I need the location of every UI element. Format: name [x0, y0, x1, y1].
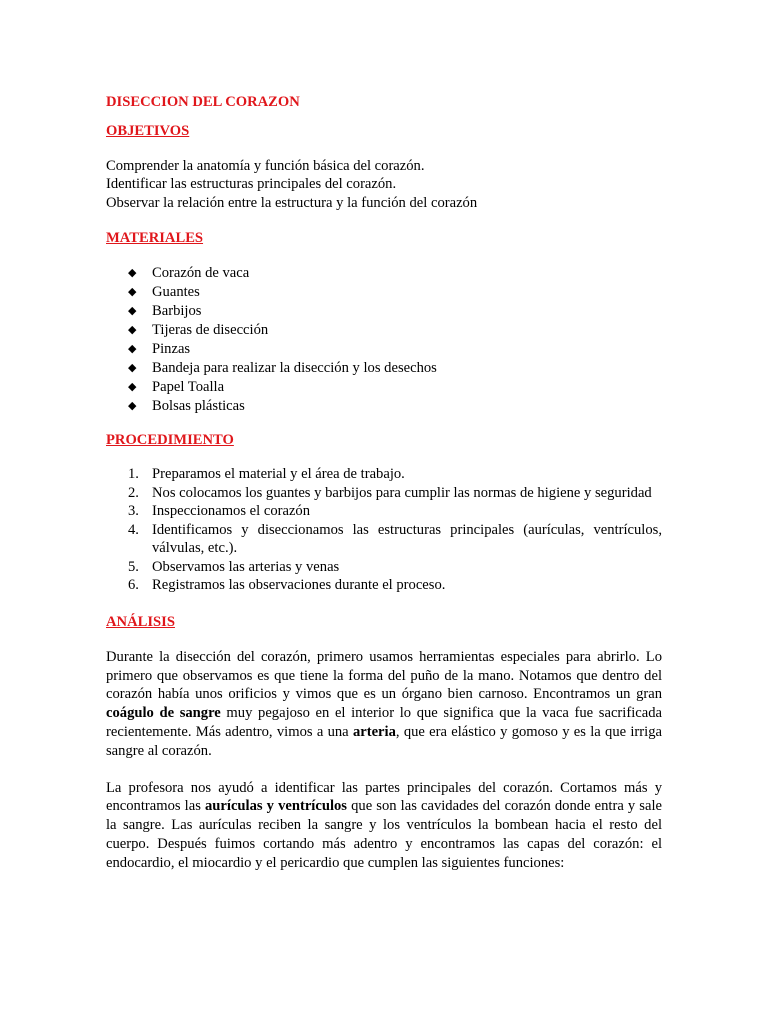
material-label: Bolsas plásticas [152, 397, 245, 414]
step-number: 2. [128, 484, 139, 501]
diamond-bullet-icon: ◆ [128, 323, 137, 336]
procedimiento-list [106, 465, 662, 595]
list-item [106, 264, 662, 283]
objetivo-item: Observar la relación entre la estructura y la función del corazón [106, 194, 478, 211]
bold-term: aurículas y ventrículos [205, 798, 347, 815]
step-text: Observamos las arterias y venas [152, 558, 340, 575]
step-number: 3. [128, 503, 139, 519]
material-label: Bandeja para realizar la disección y los desechos [152, 359, 437, 376]
diamond-bullet-icon: ◆ [128, 342, 137, 355]
materiales-list [106, 264, 662, 416]
material-label: Corazón de vaca [152, 264, 250, 281]
step-number: 4. [128, 521, 139, 538]
list-item [106, 397, 662, 416]
list-item [106, 283, 662, 302]
objetivos-heading: OBJETIVOS [106, 123, 190, 139]
list-item [106, 502, 662, 521]
procedimiento-heading: PROCEDIMIENTO [106, 431, 234, 448]
diamond-bullet-icon: ◆ [128, 361, 137, 374]
diamond-bullet-icon: ◆ [128, 380, 137, 393]
step-number: 5. [128, 558, 139, 575]
analisis-paragraph-1 [106, 648, 662, 760]
step-text: Identificamos y diseccionamos las estructuras principales (aurículas, ventrículos, válvulas, etc.). [152, 521, 662, 556]
paragraph-text: La profesora nos ayudó a identificar las partes principales del corazón. Cortamos más y encontramos las [106, 779, 662, 815]
paragraph-text: que son las cavidades del corazón donde entra y sale la sangre. Las aurículas reciben la sangre y los ventrículos la bombean hacia el resto del cuerpo. Después fuimos cortando más adentro y encontramos las capas del corazón: el endocardio, el miocardio y el pericardio que cumplen las siguientes funciones: [106, 798, 663, 871]
document-page [106, 93, 662, 872]
material-label: Guantes [152, 283, 200, 300]
list-item [106, 521, 662, 558]
materiales-heading: MATERIALES [106, 230, 204, 246]
bold-term: coágulo de sangre [106, 705, 221, 722]
diamond-bullet-icon: ◆ [128, 399, 137, 412]
list-item [106, 340, 662, 359]
analisis-heading: ANÁLISIS [106, 613, 175, 630]
list-item [106, 378, 662, 397]
objetivos-list [106, 157, 662, 213]
diamond-bullet-icon: ◆ [128, 266, 137, 279]
paragraph-text: Durante la disección del corazón, primero usamos herramientas especiales para abrirlo. Lo primero que observamos es que tiene la forma del puño de la mano. Notamos que dentro del corazón había unos orificios y vimos que es un órgano bien carnoso. Encontramos un gran [106, 649, 662, 703]
diamond-bullet-icon: ◆ [128, 304, 137, 317]
paragraph-text: muy pegajoso en el interior lo que significa que la vaca fue sacrificada recientemente. Más adentro, vimos a una [106, 705, 662, 740]
list-item [106, 302, 662, 321]
step-text: Inspeccionamos el corazón [152, 503, 311, 519]
step-text: Registramos las observaciones durante el proceso. [152, 577, 446, 593]
objetivo-item: Comprender la anatomía y función básica del corazón. [106, 157, 425, 174]
material-label: Papel Toalla [152, 378, 225, 395]
material-label: Tijeras de disección [152, 321, 269, 338]
paragraph-text: , que era elástico y gomoso y es la que irriga sangre al corazón. [106, 723, 662, 759]
step-number: 6. [128, 577, 139, 593]
bold-term: arteria [352, 723, 396, 740]
list-item [106, 484, 662, 503]
list-item [106, 465, 662, 484]
step-number: 1. [128, 466, 139, 482]
analisis-paragraph-2 [106, 779, 662, 873]
list-item [106, 359, 662, 378]
list-item [106, 558, 662, 577]
material-label: Barbijos [152, 302, 202, 319]
document-title: DISECCION DEL CORAZON [106, 94, 300, 110]
step-text: Nos colocamos los guantes y barbijos para cumplir las normas de higiene y seguridad [152, 484, 652, 501]
diamond-bullet-icon: ◆ [128, 285, 137, 298]
list-item [106, 321, 662, 340]
step-text: Preparamos el material y el área de trabajo. [152, 466, 405, 482]
list-item [106, 576, 662, 595]
material-label: Pinzas [152, 340, 191, 357]
objetivo-item: Identificar las estructuras principales del corazón. [106, 176, 397, 192]
